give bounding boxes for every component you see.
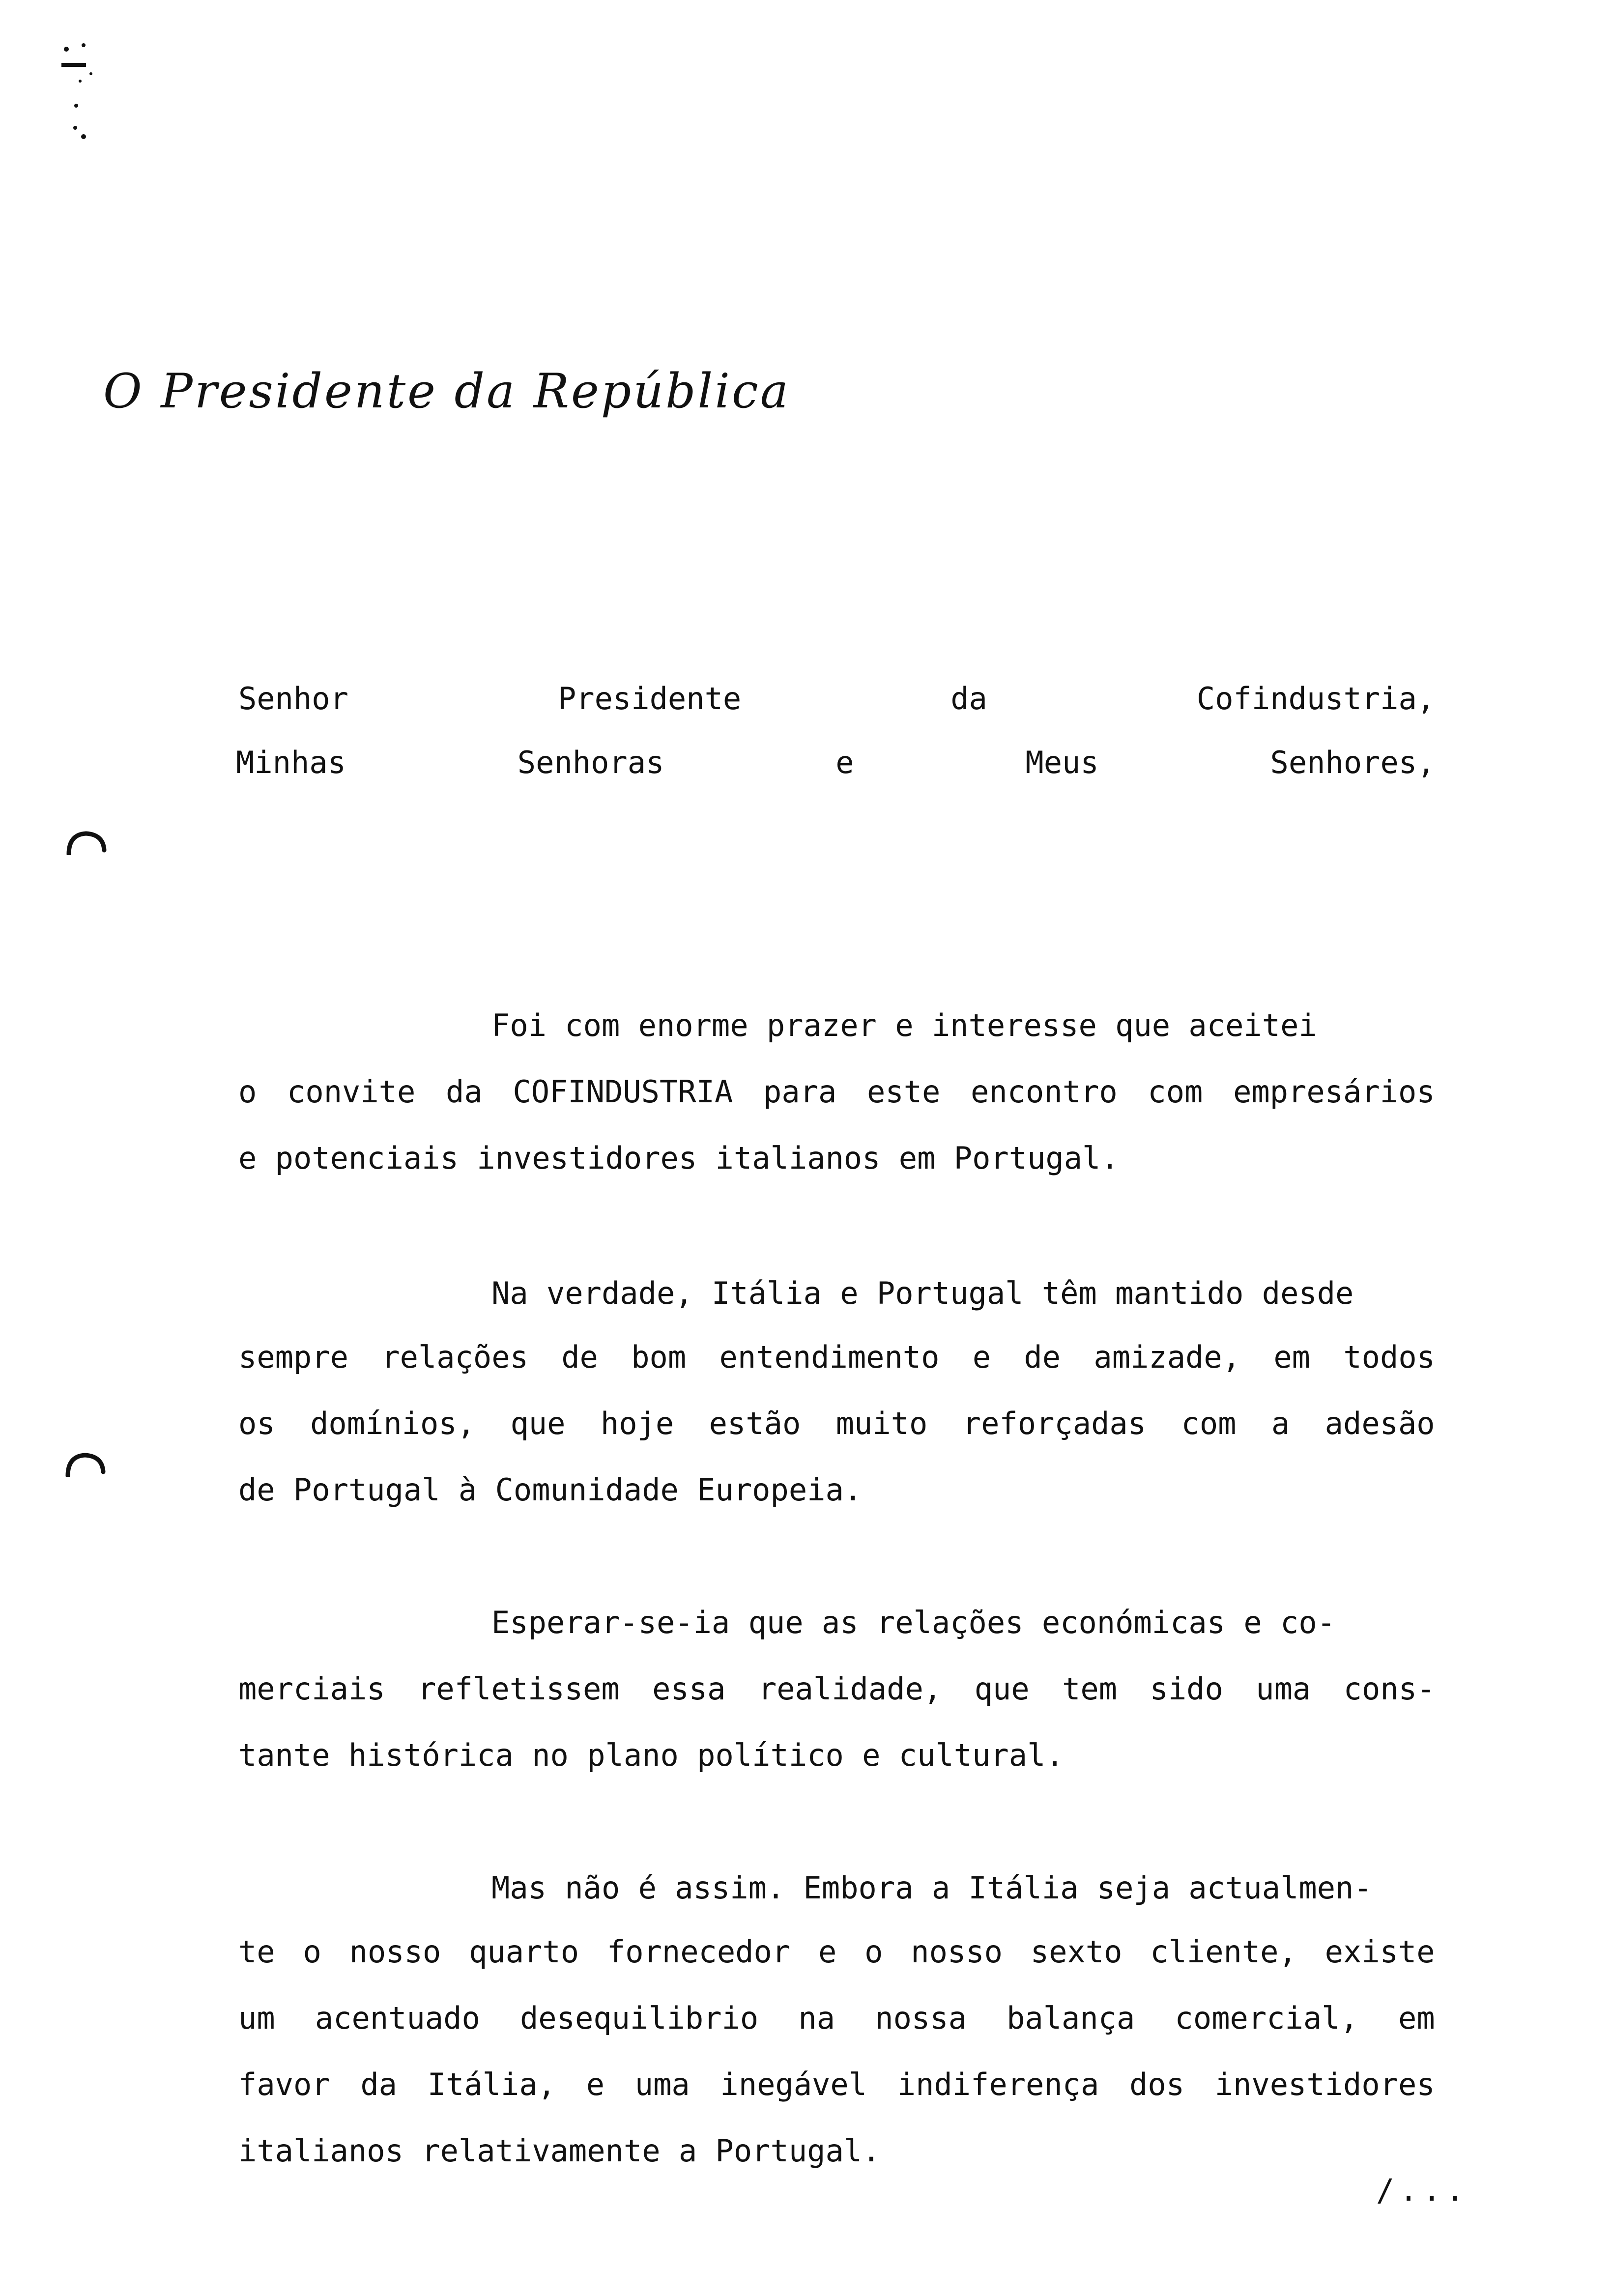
paragraph-line: sempre relações de bom entendimento e de amizade, em todos — [238, 1339, 1435, 1375]
paragraph-line: os domínios, que hoje estão muito reforçadas com a adesão — [238, 1406, 1435, 1441]
paragraph-line: favor da Itália, e uma inegável indiferença dos investidores — [238, 2066, 1435, 2102]
paragraph-line: um acentuado desequilibrio na nossa balança comercial, em — [238, 2000, 1435, 2036]
paragraph-line: Na verdade, Itália e Portugal têm mantido desde — [491, 1275, 1354, 1311]
paragraph-line: merciais refletissem essa realidade, que tem sido uma cons- — [238, 1671, 1436, 1707]
salutation-line-2: Minhas Senhoras e Meus Senhores, — [236, 745, 1436, 780]
paragraph-line: e potenciais investidores italianos em Portugal. — [238, 1140, 1119, 1176]
punch-hole-top — [64, 831, 108, 855]
paragraph-line: Foi com enorme prazer e interesse que aceitei — [491, 1007, 1317, 1043]
paragraph-line: o convite da COFINDUSTRIA para este encontro com empresários — [238, 1074, 1435, 1110]
paragraph-line: Esperar-se-ia que as relações económicas e co- — [491, 1605, 1336, 1640]
scan-specks — [57, 39, 106, 157]
paragraph-line: Mas não é assim. Embora a Itália seja actualmen- — [491, 1870, 1372, 1906]
letterhead-title: O Presidente da República — [103, 364, 790, 419]
continuation-mark: /... — [1376, 2172, 1469, 2208]
salutation-line-1: Senhor Presidente da Cofindustria, — [238, 681, 1436, 717]
paragraph-line: tante histórica no plano político e cultural. — [238, 1737, 1064, 1773]
paragraph-line: italianos relativamente a Portugal. — [238, 2133, 881, 2169]
paragraph-line: de Portugal à Comunidade Europeia. — [238, 1472, 863, 1508]
paragraph-line: te o nosso quarto fornecedor e o nosso sexto cliente, existe — [238, 1934, 1435, 1970]
punch-hole-bottom — [63, 1452, 107, 1477]
